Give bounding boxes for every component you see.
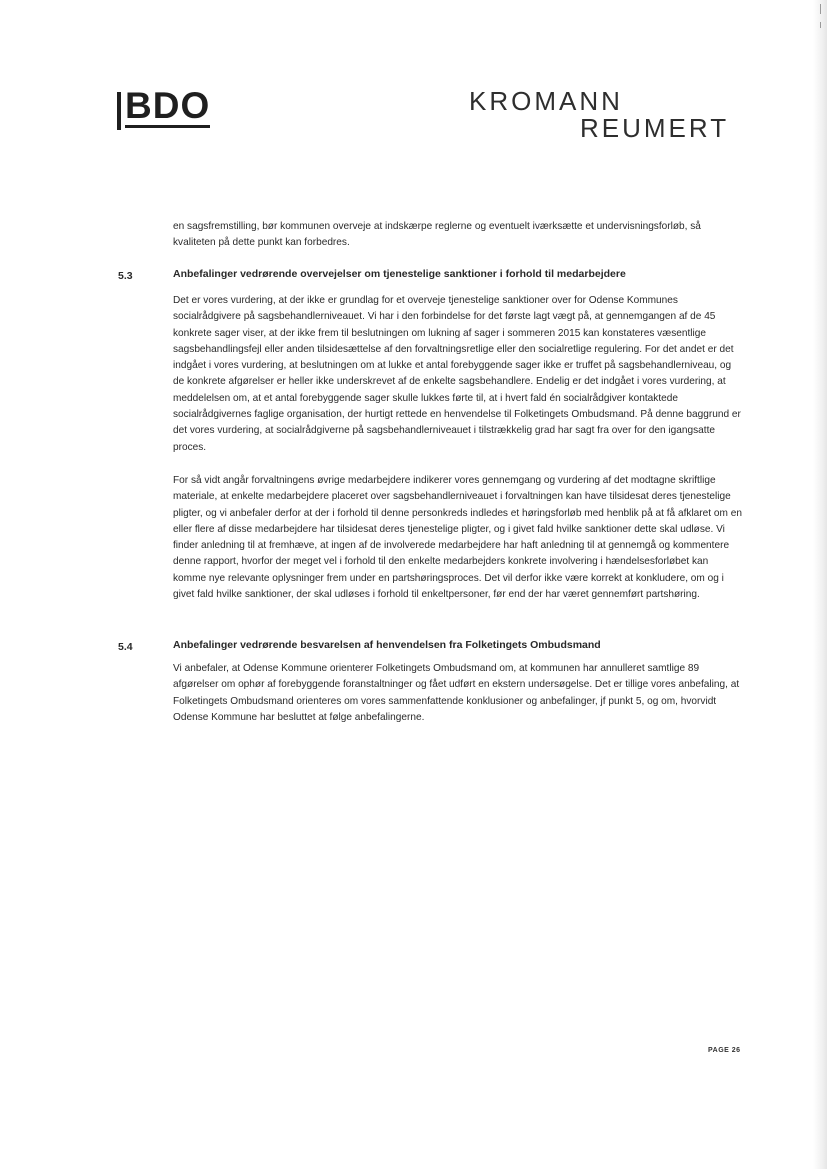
scan-mark: [820, 22, 821, 28]
page-number: PAGE 26: [708, 1047, 741, 1054]
bdo-logo-bar: [117, 92, 121, 130]
bdo-logo: [117, 85, 211, 130]
section-title-5-4: Anbefalinger vedrørende besvarelsen af henvendelsen fra Folketingets Ombudsmand: [173, 639, 601, 651]
section-5-4-paragraph-1: Vi anbefaler, at Odense Kommune orienterer Folketingets Ombudsmand om, at kommunen har annulleret samtlige 89 afgørelser om ophør af forebyggende foranstaltninger og fået udført en ekstern undersøgelse. Det er tillige vores anbefaling, at Folketingets Ombudsmand orienteres om vores sammenfattende konklusioner og anbefalinger, jf punkt 5, og om, hvorvidt Odense Kommune har besluttet at følge anbefalingerne.: [173, 663, 740, 723]
scan-mark: [820, 4, 821, 14]
scan-page-edge: [813, 0, 827, 1169]
kromann-logo-text: KROMANN: [469, 86, 623, 116]
section-5-3-paragraph-2: For så vidt angår forvaltningens øvrige medarbejdere indikerer vores gennemgang og vurdering af det modtagne skriftlige materiale, at enkelte medarbejdere placeret over sagsbehandlerniveauet i forvaltningen kan have tilsidesat deres tjenestelige pligter, og vi anbefaler derfor at der i forhold til denne personkreds indledes et høringsforløb med henblik på at få afklaret om en eller flere af disse medarbejdere har tilsidesat deres tjenestelige pligter, og i givet fald hvilke sanktioner dette skal udløse. Vi finder anledning til at fremhæve, at ingen af de involverede medarbejdere har haft anledning til at gennemgå og kommentere denne rapport, hvorfor der meget vel i forhold til den enkelte medarbejders konkrete involvering i hændelsesforløbet kan komme nye relevante oplysninger frem under en partshøringsproces. Det vil derfor ikke være korrekt at konkludere, om og i givet fald hvilke sanktioner, der skal udløses i forhold til enkeltpersoner, før end der har været gennemført partshøring.: [173, 475, 742, 601]
section-5-3-paragraph-1: Det er vores vurdering, at der ikke er grundlag for et overveje tjenestelige sanktioner over for Odense Kommunes socialrådgivere på sagsbehandlerniveauet. Vi har i den forbindelse for det første lagt vægt på, at gennemgangen af de 45 konkrete sager viser, at der ikke frem til beslutningen om lukning af sager i sommeren 2015 kan konstateres væsentlige sagsbehandlingsfejl eller anden tilsidesættelse af den forvaltningsretlige eller den socialretlige regulering. For det andet er det indgået i vores vurdering, at beslutningen om at lukke et antal forebyggende sager ikke er truffet på sagsbehandlerniveau, og de konkrete afgørelser er heller ikke underskrevet af de enkelte sagsbehandlere. Endelig er det indgået i vores vurdering, at meddelelsen om, at et antal forebyggende sager skulle lukkes førte til, at i hvert fald én socialrådgiver kontaktede socialrådgivernes faglige organisation, der hurtigt rettede en henvendelse til Folketingets Ombudsmand. På denne baggrund er det vores vurdering, at socialrådgiverne på sagsbehandlerniveauet i tilstrækkelig grad har sagt fra over for den igangsatte proces.: [173, 295, 741, 453]
section-title-5-3: Anbefalinger vedrørende overvejelser om tjenestelige sanktioner i forhold til medarbejdere: [173, 268, 626, 280]
section-number-5-3: 5.3: [118, 270, 133, 282]
bdo-logo-text: BDO: [125, 85, 211, 126]
intro-paragraph: en sagsfremstilling, bør kommunen overveje at indskærpe reglerne og eventuelt iværksætte et undervisningsforløb, så kvaliteten på dette punkt kan forbedres.: [173, 221, 701, 249]
kromann-reumert-logo: [469, 88, 729, 142]
reumert-logo-text: REUMERT: [580, 113, 730, 143]
section-number-5-4: 5.4: [118, 641, 133, 653]
